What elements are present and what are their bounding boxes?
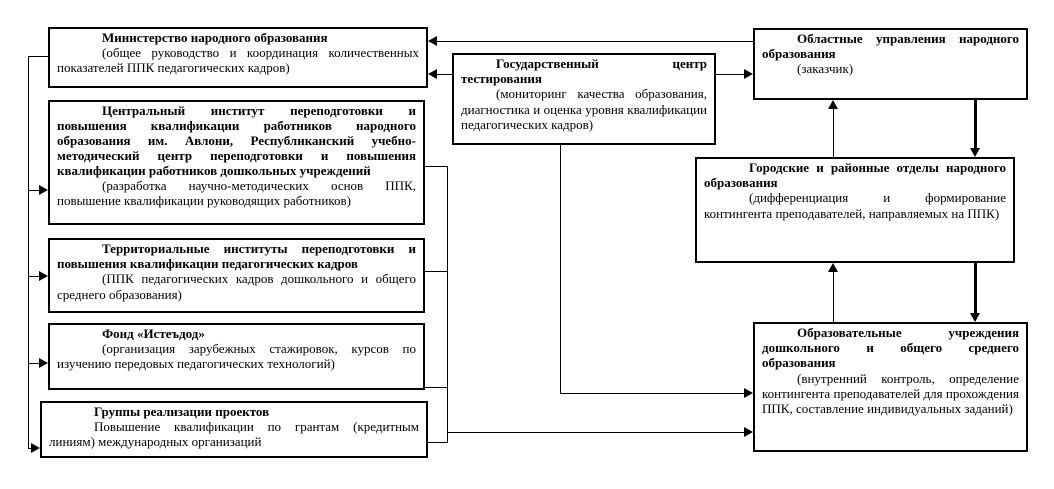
arrow-into-ministry-upper <box>428 36 437 46</box>
territorial-institutes-desc: (ППК педагогических кадров дошкольного и общего среднего образования) <box>57 271 416 302</box>
arrow-into-central-institute <box>39 185 48 195</box>
regional-to-city-down-line <box>974 100 977 149</box>
central-institute-desc: (разработка научно-методических основ ППК, повышение квалификации руководящих работников) <box>57 178 416 209</box>
arrow-into-territorial-institutes <box>39 271 48 281</box>
project-groups-box <box>40 401 428 458</box>
arrow-into-regional-departments <box>744 69 753 79</box>
territorial-institutes-box <box>48 238 425 313</box>
edu-to-city-up-line <box>833 271 834 322</box>
ministry-box <box>48 27 428 88</box>
arrow-into-edu-institutions-upper <box>744 388 753 398</box>
feeder-vertical-line <box>28 56 29 448</box>
project-groups-to-trunk-stub <box>428 442 448 443</box>
city-to-edu-down-line <box>974 263 977 314</box>
territorial-to-trunk-stub <box>425 271 447 272</box>
territorial-institutes-title: Территориальные институты переподготовки и повышения квалификации педагогических кадров <box>57 241 416 272</box>
educational-institutions-desc: (внутренний контроль, определение контингента преподавателей для прохождения ППК, составление индивидуальных заданий) <box>762 370 1019 417</box>
regional-departments-title: Областные управления народного образования <box>762 31 1019 62</box>
testing-center-box <box>452 53 716 145</box>
regional-departments-desc: (заказчик) <box>797 61 854 77</box>
feeder-top-line <box>28 56 48 57</box>
testing-to-ministry-line <box>437 74 452 75</box>
regional-departments-box <box>753 28 1028 100</box>
arrow-down-into-edu-institutions <box>970 313 980 322</box>
educational-institutions-title: Образовательные учреждения дошкольного и общего среднего образования <box>762 325 1019 371</box>
trunk-vertical-line <box>447 166 448 443</box>
arrow-up-into-regional <box>828 100 838 109</box>
arrow-into-ministry-lower <box>428 69 437 79</box>
city-to-regional-up-line <box>833 108 834 157</box>
educational-institutions-box <box>753 322 1028 452</box>
project-groups-desc: Повышение квалификации по грантам (кредитным линиям) международных организаций <box>49 419 419 450</box>
testing-center-desc: (мониторинг качества образования, диагностика и оценка уровня квалификации педагогических кадров) <box>461 86 707 132</box>
arrow-down-into-city-district <box>970 148 980 157</box>
fund-to-trunk-stub <box>425 387 447 388</box>
city-district-departments-desc: (дифференциация и формирование контингента преподавателей, направляемых на ППК) <box>704 190 1006 221</box>
arrow-up-into-city-district <box>828 263 838 272</box>
testing-to-regional-line <box>716 74 744 75</box>
testing-center-title: Государственный центр тестирования <box>461 56 707 87</box>
arrow-into-edu-institutions-lower <box>744 427 753 437</box>
city-district-departments-box <box>695 157 1015 263</box>
trunk-to-edu-institutions-line <box>447 432 744 433</box>
project-groups-title: Группы реализации проектов <box>94 404 270 419</box>
regional-to-ministry-line <box>437 41 753 42</box>
ministry-desc: (общее руководство и координация количественных показателей ППК педагогических кадров) <box>57 45 419 76</box>
central-institute-box <box>48 100 425 225</box>
city-district-departments-title: Городские и районные отделы народного образования <box>704 160 1006 191</box>
testing-down-vertical-line <box>560 145 561 393</box>
arrow-into-istedod-fund <box>39 358 48 368</box>
central-institute-title: Центральный институт переподготовки и повышения квалификации работников народного образования им. Авлони, Республиканский учебно-методический центр переподготовки и повышения квалификации работников дошкольных учреждений <box>57 103 416 179</box>
central-to-trunk-stub <box>425 166 447 167</box>
testing-to-edu-institutions-line <box>560 393 744 394</box>
istedod-fund-desc: (организация зарубежных стажировок, курсов по изучению передовых педагогических технологий) <box>57 341 416 372</box>
ministry-title: Министерство народного образования <box>102 30 328 45</box>
istedod-fund-box <box>48 323 425 390</box>
arrow-into-project-groups <box>31 443 40 453</box>
istedod-fund-title: Фонд «Истеъдод» <box>102 326 205 341</box>
